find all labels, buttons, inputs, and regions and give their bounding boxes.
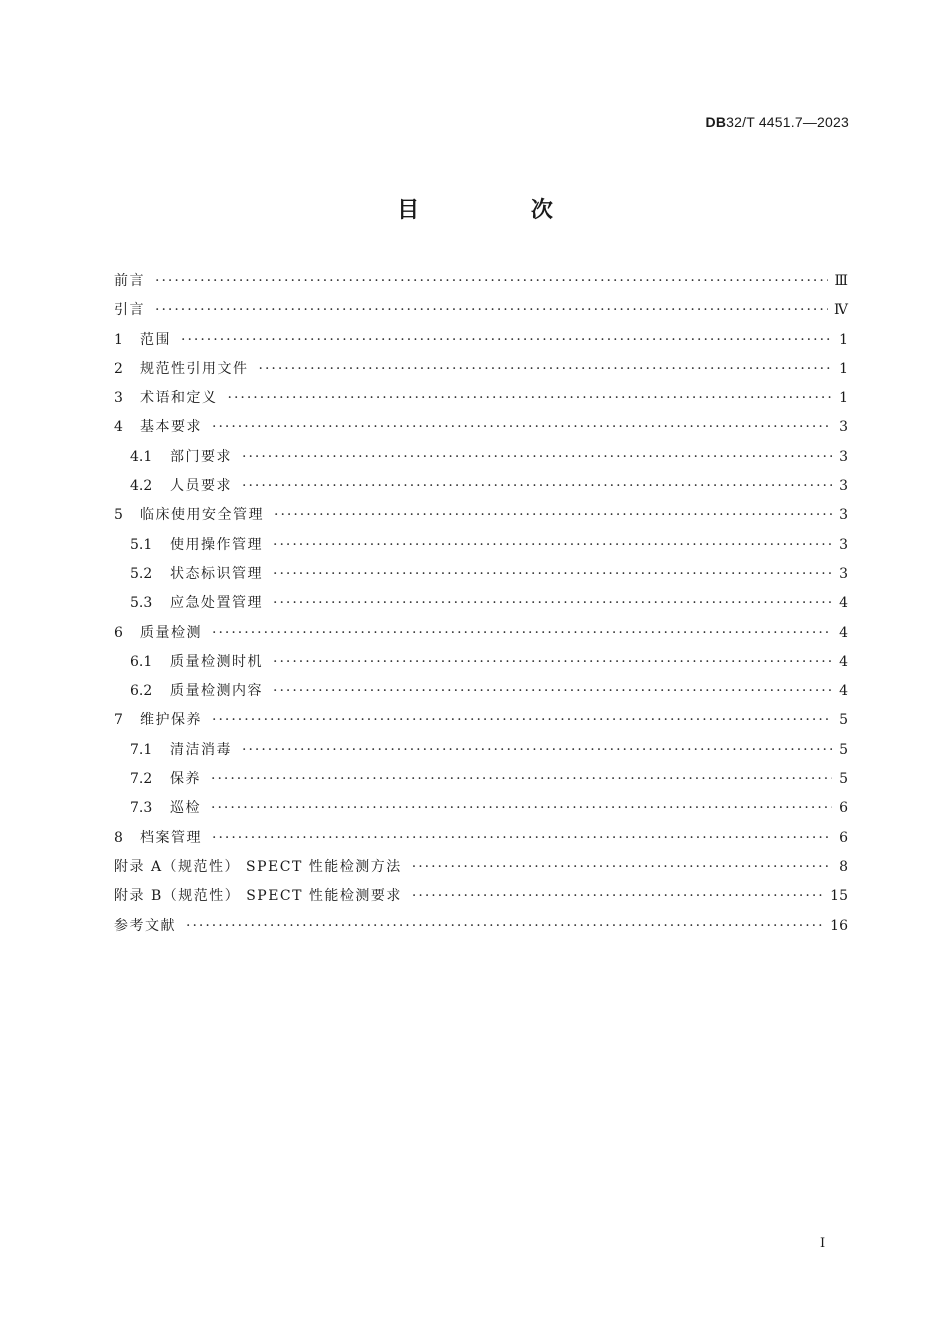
toc-entry[interactable]	[114, 622, 848, 651]
toc-entry[interactable]	[114, 504, 848, 533]
toc-leader-dots	[259, 361, 833, 377]
toc-entry-label: 前言	[114, 273, 145, 289]
toc-entry[interactable]	[114, 680, 848, 709]
toc-entry-page: 5	[839, 712, 848, 729]
toc-leader-dots	[155, 302, 828, 318]
toc-entry-page: 3	[839, 536, 848, 553]
toc-entry-page: 5	[839, 741, 848, 758]
toc-entry-label: 范围	[140, 331, 171, 348]
document-code-prefix: DB	[705, 114, 727, 130]
toc-entry-number: 5.2	[130, 565, 153, 582]
toc-entry-label: 清洁消毒	[170, 741, 232, 758]
toc-leader-dots	[273, 683, 832, 699]
toc-entry-label: 术语和定义	[140, 390, 218, 407]
toc-entry-number: 6.2	[130, 683, 153, 700]
toc-entry-label: 巡检	[170, 800, 201, 817]
toc-entry-label: 保养	[170, 771, 201, 788]
toc-entry[interactable]	[114, 739, 848, 768]
toc-entry-number: 7.2	[130, 771, 153, 788]
toc-entry-page: Ⅲ	[834, 273, 848, 289]
toc-entry-page: 15	[830, 888, 848, 905]
toc-entry-number: 7	[114, 712, 123, 729]
toc-entry-label: 附录 B（规范性） SPECT 性能检测要求	[114, 888, 402, 905]
toc-entry-label: 质量检测时机	[170, 653, 263, 670]
toc-entry-page: 1	[839, 360, 848, 377]
toc-entry-label: 参考文献	[114, 917, 176, 934]
toc-entry-number: 5	[114, 507, 123, 524]
toc-entry[interactable]	[114, 299, 848, 328]
page-folio: Ⅰ	[820, 1236, 826, 1251]
toc-leader-dots	[155, 273, 828, 289]
toc-entry-page: 1	[839, 331, 848, 348]
toc-entry-number: 6	[114, 624, 123, 641]
toc-entry-page: 3	[839, 565, 848, 582]
toc-entry-page: 6	[839, 829, 848, 846]
toc-leader-dots	[274, 507, 832, 523]
toc-entry[interactable]	[114, 446, 848, 475]
toc-entry-label: 使用操作管理	[170, 536, 263, 553]
toc-entry-page: 3	[839, 507, 848, 524]
toc-leader-dots	[212, 830, 832, 846]
toc-entry[interactable]	[114, 651, 848, 680]
toc-entry-page: 16	[830, 917, 848, 934]
toc-entry-label: 维护保养	[140, 712, 202, 729]
page-title: 目 次	[397, 198, 605, 223]
toc-entry[interactable]	[114, 563, 848, 592]
toc-entry-number: 5.3	[130, 595, 153, 612]
toc-entry[interactable]	[114, 592, 848, 621]
toc-entry-page: 4	[839, 624, 848, 641]
toc-leader-dots	[412, 859, 832, 875]
toc-entry-page: 5	[839, 771, 848, 788]
toc-leader-dots	[212, 712, 832, 728]
toc-leader-dots	[228, 390, 833, 406]
toc-leader-dots	[211, 771, 832, 787]
toc-entry[interactable]	[114, 856, 848, 885]
toc-entry-label: 引言	[114, 302, 145, 319]
toc-entry-page: 4	[839, 653, 848, 670]
toc-entry-label: 附录 A（规范性） SPECT 性能检测方法	[114, 858, 402, 875]
toc-leader-dots	[242, 478, 832, 494]
toc-entry[interactable]	[114, 358, 848, 387]
toc-entry[interactable]	[114, 534, 848, 563]
toc-entry-label: 质量检测内容	[170, 683, 263, 700]
toc-entry-page: 4	[839, 683, 848, 700]
toc-entry-page: 4	[839, 595, 848, 612]
toc-leader-dots	[273, 595, 832, 611]
toc-entry-label: 临床使用安全管理	[140, 507, 264, 524]
toc-entry[interactable]	[114, 475, 848, 504]
toc-entry-number: 8	[114, 829, 123, 846]
toc-entry[interactable]	[114, 885, 848, 914]
toc-entry[interactable]	[114, 827, 848, 856]
toc-entry-number: 3	[114, 390, 123, 407]
toc-entry-label: 应急处置管理	[170, 595, 263, 612]
toc-entry-label: 规范性引用文件	[140, 360, 249, 377]
toc-entry-number: 7.3	[130, 800, 153, 817]
toc-entry[interactable]	[114, 270, 848, 299]
toc-entry[interactable]	[114, 797, 848, 826]
toc-leader-dots	[181, 332, 832, 348]
toc-entry[interactable]	[114, 768, 848, 797]
toc-leader-dots	[273, 566, 832, 582]
toc-entry-number: 4.2	[130, 478, 153, 495]
table-of-contents	[114, 270, 848, 944]
toc-entry-page: 6	[839, 800, 848, 817]
toc-entry-label: 状态标识管理	[170, 565, 263, 582]
toc-entry-label: 质量检测	[140, 624, 202, 641]
toc-entry[interactable]	[114, 387, 848, 416]
toc-entry-number: 7.1	[130, 741, 153, 758]
toc-leader-dots	[273, 537, 832, 553]
toc-entry-label: 基本要求	[140, 419, 202, 436]
document-code-number: 32/T 4451.7—2023	[726, 114, 849, 130]
toc-entry[interactable]	[114, 709, 848, 738]
toc-entry-number: 5.1	[130, 536, 153, 553]
toc-entry-number: 2	[114, 360, 123, 377]
toc-entry-page: 3	[839, 448, 848, 465]
toc-entry-page: 8	[839, 858, 848, 875]
toc-leader-dots	[273, 654, 832, 670]
toc-entry[interactable]	[114, 329, 848, 358]
toc-entry-number: 4	[114, 419, 123, 436]
document-code	[706, 114, 849, 130]
toc-entry-number: 1	[114, 331, 123, 348]
toc-leader-dots	[211, 800, 832, 816]
toc-entry-page: Ⅳ	[834, 302, 848, 319]
toc-entry-page: 1	[839, 390, 848, 407]
toc-entry-label: 人员要求	[170, 478, 232, 495]
toc-leader-dots	[242, 742, 832, 758]
toc-entry-label: 部门要求	[170, 448, 232, 465]
toc-leader-dots	[212, 419, 832, 435]
toc-entry[interactable]	[114, 915, 848, 944]
toc-entry-number: 6.1	[130, 653, 153, 670]
toc-entry[interactable]	[114, 416, 848, 445]
toc-leader-dots	[412, 888, 824, 904]
toc-entry-label: 档案管理	[140, 829, 202, 846]
toc-leader-dots	[212, 625, 832, 641]
toc-entry-page: 3	[839, 478, 848, 495]
toc-leader-dots	[186, 918, 824, 934]
toc-entry-page: 3	[839, 419, 848, 436]
toc-leader-dots	[242, 449, 832, 465]
toc-entry-number: 4.1	[130, 448, 153, 465]
